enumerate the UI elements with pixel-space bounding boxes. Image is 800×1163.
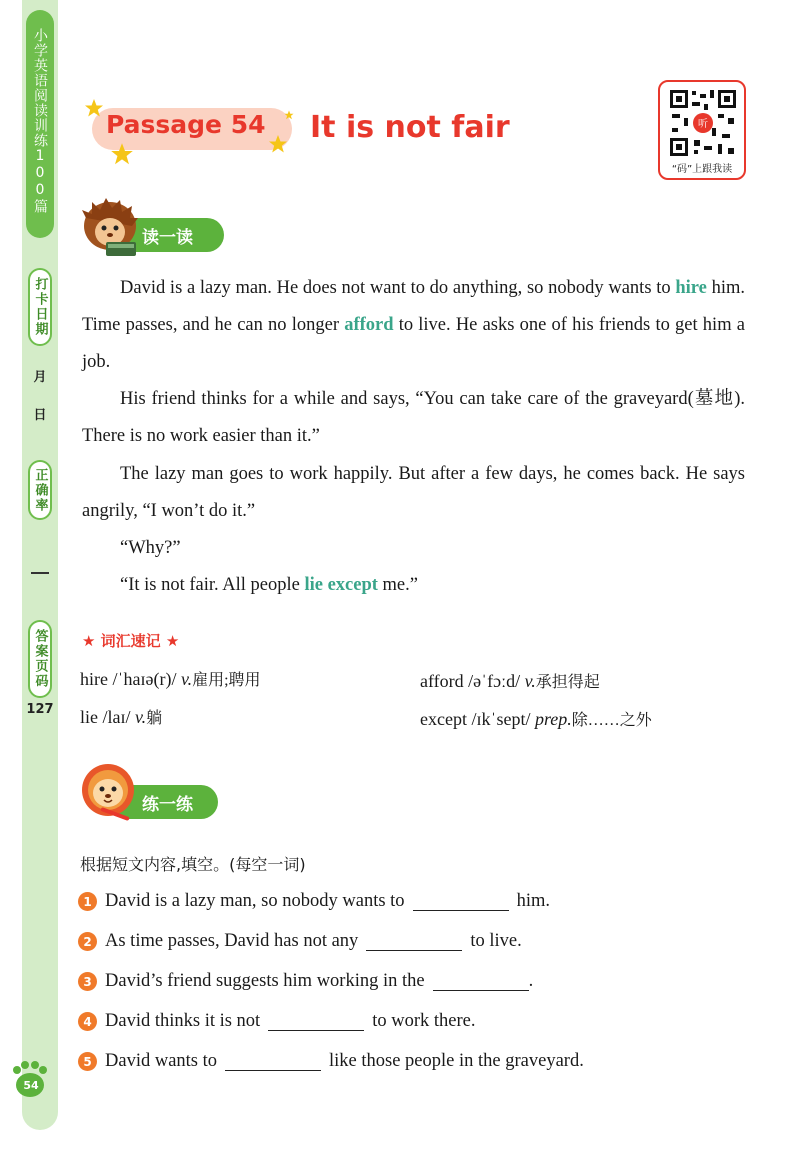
p5-text-b: me.” [377,575,418,595]
vocab-phonetic: /əˈfɔːd/ [468,671,521,691]
question-text: to work there. [372,1011,476,1031]
p1-text-c: to live. He asks one of his friends to get him a job. [82,315,745,372]
paragraph-3 [82,456,745,530]
qr-code[interactable] [658,80,746,180]
vocab-phonetic: /ɪkˈsept/ [471,709,531,729]
accuracy-label: 正确率 [28,460,52,520]
vocab-word: lie [80,707,98,727]
question-number: 4 [78,1012,97,1031]
question-text: David is a lazy man, so nobody wants to [105,891,405,911]
answer-blank[interactable] [413,893,509,911]
vocab-pos: prep. [534,709,572,729]
keyword-afford: afford [344,315,394,335]
vocab-word: except [420,709,467,729]
vocab-word: hire [80,669,108,689]
question-text: like those people in the graveyard. [329,1051,584,1071]
star-icon [110,142,134,166]
vocab-meaning: 雇用;聘用 [192,672,261,689]
vocab-meaning: 躺 [146,710,163,727]
vocab-meaning: 承担得起 [535,674,600,691]
answer-page-number: 127 [26,702,54,717]
passage-label: Passage 54 [106,110,266,139]
question-text: As time passes, David has not any [105,931,359,951]
question-text: to live. [470,931,522,951]
exercise-instruction: 根据短文内容,填空。(每空一词) [80,855,306,874]
answer-blank[interactable] [366,933,462,951]
p5-text-a: “It is not fair. All people [120,575,305,595]
question-number: 1 [78,892,97,911]
question-number: 2 [78,932,97,951]
book-title: 小学英语阅读训练100篇 [26,10,54,238]
qr-listen-label: 听 [698,119,708,130]
paragraph-4 [82,530,745,567]
vocab-item-hire [80,667,261,690]
vocab-word: afford [420,671,464,691]
page-number: 54 [19,1074,43,1096]
accuracy-dash [31,572,49,574]
paragraph-2 [82,381,745,455]
question-text: him. [516,891,550,911]
qr-code-icon [668,88,738,158]
vocab-item-lie [80,705,162,728]
p1-text-a: David is a lazy man. He does not want to do anything, so nobody wants to [120,278,676,298]
vocab-item-afford [420,669,600,692]
day-label: 日 [33,408,47,423]
lion-mascot-icon [78,762,138,824]
question-4 [78,1011,475,1032]
vocab-pos: v. [524,671,536,691]
star-icon [284,110,294,120]
vocab-pos: v. [180,669,193,689]
vocab-phonetic: /ˈhaɪə(r)/ [112,669,177,689]
question-5 [78,1051,584,1072]
question-text: David’s friend suggests him working in the [105,971,425,991]
hedgehog-mascot-icon [80,198,140,260]
keyword-lie-except: lie except [304,575,378,595]
vocab-pos: v. [135,707,147,727]
star-icon [84,98,104,118]
paragraph-1 [82,270,745,381]
p4-text: “Why?” [120,538,181,558]
month-label: 月 [33,370,47,385]
question-2 [78,931,522,952]
p2-text: His friend thinks for a while and says, “You can take care of the graveyard(墓地). There is no work easier than it.” [82,389,745,446]
vocab-phonetic: /laɪ/ [102,707,131,727]
question-number: 3 [78,972,97,991]
answer-blank[interactable] [268,1013,364,1031]
question-text: David thinks it is not [105,1011,261,1031]
question-text: . [528,971,534,991]
p1-text-b: him. Time passes, and he can no longer [82,278,746,335]
question-3 [78,971,533,992]
read-section-header: 读一读 [112,218,224,252]
answer-page-label: 答案页码 [28,620,52,698]
paragraph-5 [82,567,745,604]
practice-section-header: 练一练 [112,785,218,819]
answer-blank[interactable] [433,973,529,991]
question-text: David wants to [105,1051,218,1071]
qr-caption: “码”上跟我读 [671,164,733,175]
passage-title: It is not fair [310,110,510,145]
question-1 [78,891,550,912]
question-number: 5 [78,1052,97,1071]
p3-text: The lazy man goes to work happily. But after a few days, he comes back. He says angrily, “I won’t do it.” [82,464,745,521]
vocab-meaning: 除……之外 [571,712,652,729]
vocab-title: ★ 词汇速记 ★ [82,632,180,650]
vocab-item-except [420,707,652,730]
keyword-hire: hire [675,278,707,298]
star-icon [268,134,288,154]
answer-blank[interactable] [225,1053,321,1071]
checkin-date-label: 打卡日期 [28,268,52,346]
